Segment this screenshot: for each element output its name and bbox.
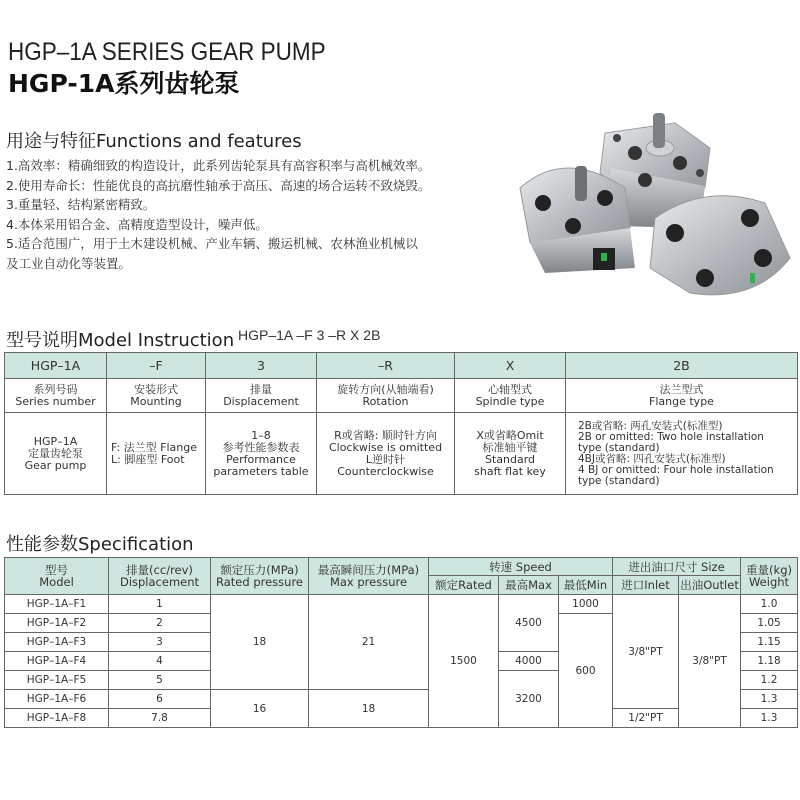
rated-pressure-cell: 18 (211, 595, 309, 690)
model-cell: HGP–1A–F3 (5, 633, 109, 652)
detail-row (5, 413, 798, 495)
title-chinese: HGP-1A系列齿轮泵 (8, 69, 240, 98)
header-speed-max: 最高Max (499, 576, 559, 595)
weight-cell: 1.2 (741, 671, 798, 690)
displacement-cell: 4 (109, 652, 211, 671)
code-cell: –F (107, 353, 206, 379)
header-rated-pressure: 额定压力(MPa) Rated pressure (211, 558, 309, 595)
detail-cell: HGP–1A 定量齿轮泵 Gear pump (5, 413, 107, 495)
features-heading: 用途与特征Functions and features (6, 131, 302, 152)
pump-right (650, 196, 790, 295)
weight-cell: 1.3 (741, 690, 798, 709)
model-instruction-table (4, 352, 798, 495)
header-speed-rated: 额定Rated (429, 576, 499, 595)
feature-item: 1.高效率：精确细致的构造设计，此系列齿轮泵具有高容积率与高机械效率。 (6, 158, 431, 173)
displacement-cell: 7.8 (109, 709, 211, 728)
header-outlet: 出油Outlet (679, 576, 741, 595)
detail-cell: 2B或省略: 两孔安装式(标准型) 2B or omitted: Two hole installation type (standard) 4BJ或省略: 四孔安装式(标准型) 4 BJ or omitted: Four hole installation type (standard) (566, 413, 798, 495)
detail-cell: X或省略Omit 标准轴平键 Standard shaft flat key (455, 413, 566, 495)
header-inlet: 进口Inlet (613, 576, 679, 595)
detail-cell: F: 法兰型 Flange L: 脚座型 Foot (107, 413, 206, 495)
label-cell: 法兰型式 Flange type (566, 379, 798, 413)
features-list (6, 156, 476, 273)
weight-cell: 1.05 (741, 614, 798, 633)
code-cell: –R (317, 353, 455, 379)
model-cell: HGP–1A–F4 (5, 652, 109, 671)
feature-item: 3.重量轻、结构紧密精致。 (6, 197, 156, 212)
outlet-cell: 3/8"PT (679, 595, 741, 728)
model-cell: HGP–1A–F6 (5, 690, 109, 709)
inlet-cell: 1/2"PT (613, 709, 679, 728)
header-displacement: 排量(cc/rev) Displacement (109, 558, 211, 595)
displacement-cell: 5 (109, 671, 211, 690)
feature-item: 4.本体采用铝合金、高精度造型设计，噪声低。 (6, 216, 268, 232)
header-speed-min: 最低Min (559, 576, 613, 595)
header-max-pressure: 最高瞬间压力(MPa) Max pressure (309, 558, 429, 595)
inlet-cell: 3/8"PT (613, 595, 679, 709)
header-weight: 重量(kg) Weight (741, 558, 798, 595)
label-row (5, 379, 798, 413)
speed-max-cell: 4000 (499, 652, 559, 671)
displacement-cell: 6 (109, 690, 211, 709)
model-cell: HGP–1A–F8 (5, 709, 109, 728)
code-cell: HGP–1A (5, 353, 107, 379)
speed-min-cell: 1000 (559, 595, 613, 614)
header-model: 型号 Model (5, 558, 109, 595)
code-cell: 3 (206, 353, 317, 379)
displacement-cell: 1 (109, 595, 211, 614)
label-cell: 安装形式 Mounting (107, 379, 206, 413)
displacement-cell: 3 (109, 633, 211, 652)
speed-max-cell: 3200 (499, 671, 559, 728)
displacement-cell: 2 (109, 614, 211, 633)
weight-cell: 1.18 (741, 652, 798, 671)
model-instruction-heading: 型号说明Model Instruction (6, 330, 235, 351)
speed-min-cell: 600 (559, 614, 613, 728)
speed-max-cell: 4500 (499, 595, 559, 652)
title-english: HGP–1A SERIES GEAR PUMP (8, 38, 326, 66)
rated-pressure-cell: 16 (211, 690, 309, 728)
detail-cell: 1–8 参考性能参数表 Performance parameters table (206, 413, 317, 495)
header-speed: 转速 Speed (429, 558, 613, 576)
label-cell: 排量 Displacement (206, 379, 317, 413)
model-cell: HGP–1A–F5 (5, 671, 109, 690)
label-cell: 旋转方向(从轴端看) Rotation (317, 379, 455, 413)
spec-header-row (5, 558, 798, 576)
model-cell: HGP–1A–F2 (5, 614, 109, 633)
header-size: 进出油口尺寸 Size (613, 558, 741, 576)
feature-item: 2.使用寿命长：性能优良的高抗磨性轴承于高压、高速的场合运转不致烧毁。 (6, 177, 431, 193)
max-pressure-cell: 18 (309, 690, 429, 728)
table-row (5, 595, 798, 614)
model-cell: HGP–1A–F1 (5, 595, 109, 614)
gear-pump-product-image (505, 108, 795, 308)
weight-cell: 1.0 (741, 595, 798, 614)
code-cell: X (455, 353, 566, 379)
speed-rated-cell: 1500 (429, 595, 499, 728)
label-cell: 系列号码 Series number (5, 379, 107, 413)
max-pressure-cell: 21 (309, 595, 429, 690)
detail-cell: R或省略: 顺时针方向 Clockwise is omitted L逆时针 Counterclockwise (317, 413, 455, 495)
feature-item: 5.适合范围广，用于土木建设机械、产业车辆、搬运机械、农林渔业机械以 (6, 236, 418, 251)
code-cell: 2B (566, 353, 798, 379)
code-row (5, 353, 798, 379)
weight-cell: 1.3 (741, 709, 798, 728)
weight-cell: 1.15 (741, 633, 798, 652)
model-code-example: HGP–1A –F 3 –R X 2B (238, 327, 381, 343)
specification-table (4, 557, 798, 728)
label-cell: 心轴型式 Spindle type (455, 379, 566, 413)
specification-heading: 性能参数Specification (6, 534, 194, 555)
feature-item: 及工业自动化等装置。 (6, 255, 132, 271)
